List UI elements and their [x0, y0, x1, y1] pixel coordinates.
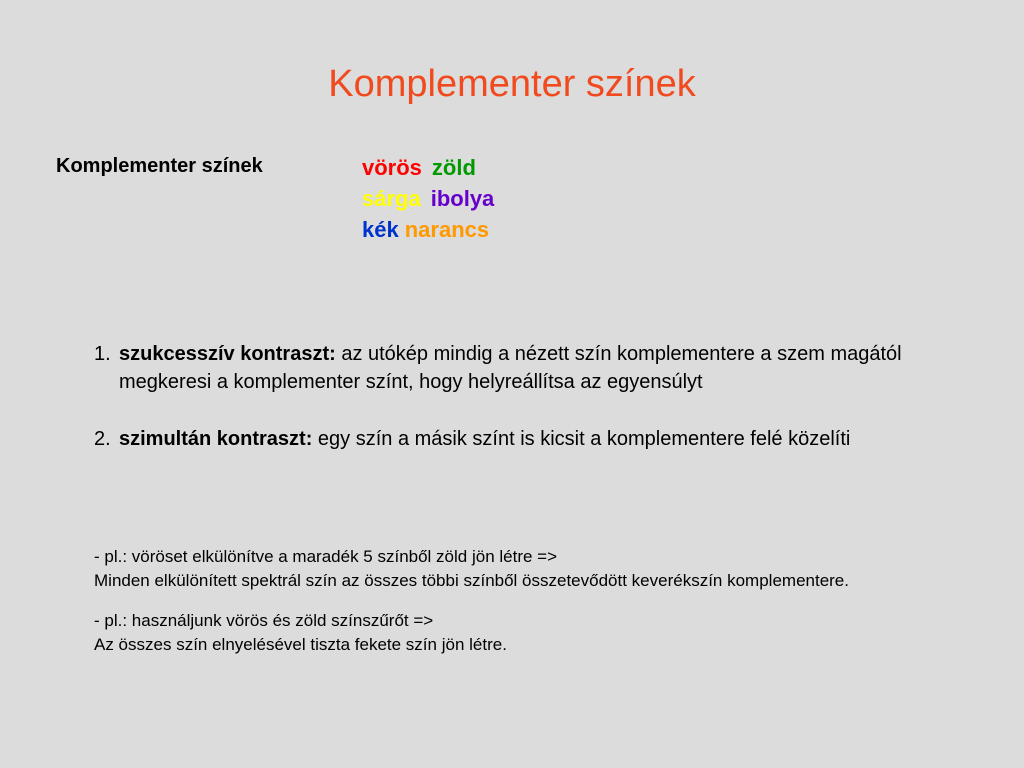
slide-title: Komplementer színek [328, 63, 696, 105]
point-number: 2. [94, 428, 111, 450]
note-example-1: - pl.: vöröset elkülönítve a maradék 5 színből zöld jön létre => [94, 547, 558, 566]
color-word-red: vörös [362, 155, 422, 180]
contrast-points [94, 340, 974, 453]
complementary-pairs [362, 152, 494, 245]
pair-row-blue-orange [362, 214, 494, 245]
point-number: 1. [94, 343, 111, 365]
point-text: az utókép mindig a nézett szín komplementere a szem magától megkeresi a komplementer színt, hogy helyreállítsa az egyensúlyt [119, 343, 902, 393]
pair-row-red-green [362, 152, 494, 183]
point-successive-contrast [94, 340, 974, 396]
point-term: szukcesszív kontraszt: [119, 343, 336, 365]
color-word-violet: ibolya [430, 186, 495, 211]
color-word-orange: narancs [404, 217, 490, 242]
note-conclusion-2: Az összes szín elnyelésével tiszta fekete szín jön létre. [94, 635, 507, 654]
complementary-colors-label: Komplementer színek [56, 155, 263, 177]
pair-row-yellow-violet [362, 183, 494, 214]
note-spacer [94, 593, 1014, 609]
color-word-green: zöld [431, 155, 476, 180]
color-word-yellow: sárga [362, 186, 421, 211]
point-text: egy szín a másik színt is kicsit a komplementere felé közelíti [312, 428, 851, 450]
notes [94, 545, 1014, 657]
point-simultaneous-contrast [94, 425, 974, 453]
point-term: szimultán kontraszt: [119, 428, 313, 450]
color-word-blue: kék [362, 217, 399, 242]
note-example-2: - pl.: használjunk vörös és zöld színszűrőt => [94, 611, 434, 630]
note-conclusion-1: Minden elkülönített spektrál szín az összes többi színből összetevődött keverékszín komplementere. [94, 571, 849, 590]
